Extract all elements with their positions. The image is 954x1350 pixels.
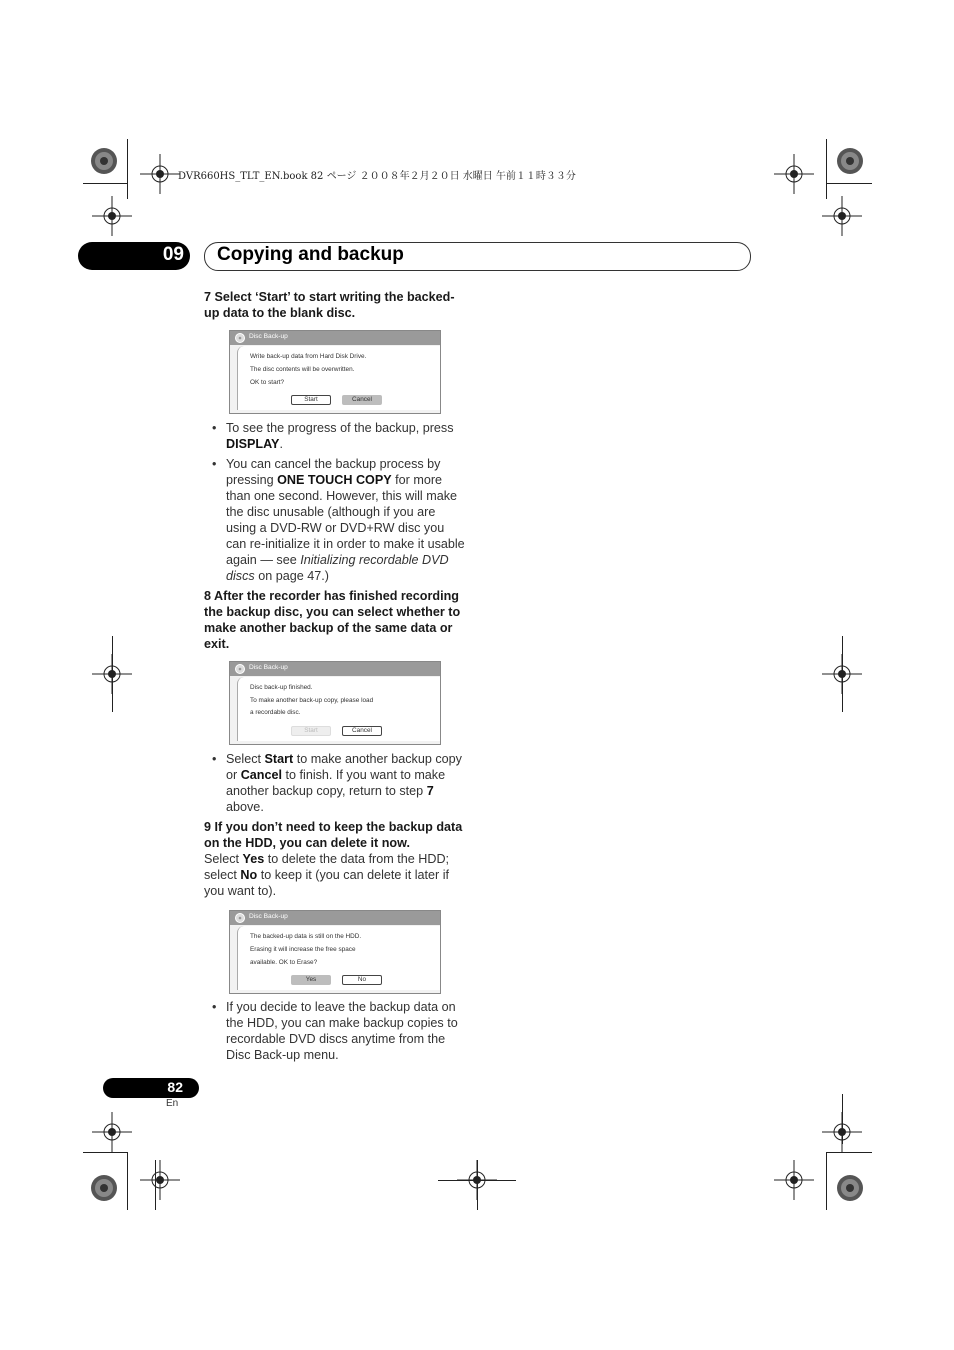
start-button[interactable]: Start <box>291 395 331 405</box>
chapter-title-box <box>204 242 751 271</box>
dialog-titlebar <box>230 331 440 345</box>
dialog-message-line: The disc contents will be overwritten. <box>250 366 355 373</box>
page-language: En <box>166 1098 179 1109</box>
step-8-heading: 8 After the recorder has finished recording the backup disc, you can select whether to make another backup of the same data or exit. <box>204 589 461 651</box>
disc-icon <box>235 664 245 674</box>
dialog-message-line: The backed-up data is still on the HDD. <box>250 933 362 940</box>
dialog-titlebar <box>230 911 440 925</box>
dialog-panel <box>237 926 440 990</box>
dialog-message-line: available. OK to Erase? <box>250 959 318 966</box>
crosshair-icon <box>140 1160 180 1200</box>
crosshair-icon <box>92 1112 132 1152</box>
start-button[interactable]: Start <box>291 726 331 736</box>
dialog-disc-backup-start <box>229 330 441 414</box>
dialog-panel <box>237 346 440 410</box>
page-number-badge <box>103 1078 199 1098</box>
page-number: 82 <box>167 1079 183 1095</box>
step-7-heading: 7 Select ‘Start’ to start writing the backed-up data to the blank disc. <box>204 290 455 320</box>
registration-target-icon <box>836 147 864 175</box>
no-button[interactable]: No <box>342 975 382 985</box>
dialog-title: Disc Back-up <box>249 664 288 671</box>
cancel-button[interactable]: Cancel <box>342 726 382 736</box>
dialog-message-line: Disc back-up finished. <box>250 684 313 691</box>
step-9-heading: 9 If you don’t need to keep the backup data on the HDD, you can delete it now. <box>204 820 463 850</box>
dialog-disc-backup-erase <box>229 910 441 994</box>
step-9-body: Select Yes to delete the data from the HDD; select No to keep it (you can delete it later if you want to). <box>204 852 450 898</box>
registration-target-icon <box>836 1174 864 1202</box>
dialog-message-line: OK to start? <box>250 379 285 386</box>
crosshair-icon <box>774 1160 814 1200</box>
print-header: DVR660HS_TLT_EN.book 82 ページ ２００８年２月２０日 水曜日 午前１１時３３分 <box>178 171 576 182</box>
dialog-title: Disc Back-up <box>249 333 288 340</box>
dialog-message-line: a recordable disc. <box>250 709 301 716</box>
crosshair-icon <box>92 196 132 236</box>
disc-icon <box>235 333 245 343</box>
crosshair-icon <box>822 196 862 236</box>
dialog-message-line: To make another back-up copy, please load <box>250 697 374 704</box>
crosshair-icon <box>774 154 814 194</box>
chapter-title: Copying and backup <box>217 244 404 265</box>
dialog-panel <box>237 677 440 741</box>
dialog-message-line: Write back-up data from Hard Disk Drive. <box>250 353 367 360</box>
dialog-title: Disc Back-up <box>249 913 288 920</box>
yes-button[interactable]: Yes <box>291 975 331 985</box>
dialog-message-line: Erasing it will increase the free space <box>250 946 356 953</box>
registration-target-icon <box>90 1174 118 1202</box>
crosshair-icon <box>140 154 180 194</box>
chapter-number: 09 <box>162 244 184 265</box>
dialog-titlebar <box>230 662 440 676</box>
disc-icon <box>235 913 245 923</box>
registration-target-icon <box>90 147 118 175</box>
chapter-badge <box>78 242 190 270</box>
dialog-disc-backup-finished <box>229 661 441 745</box>
cancel-button[interactable]: Cancel <box>342 395 382 405</box>
